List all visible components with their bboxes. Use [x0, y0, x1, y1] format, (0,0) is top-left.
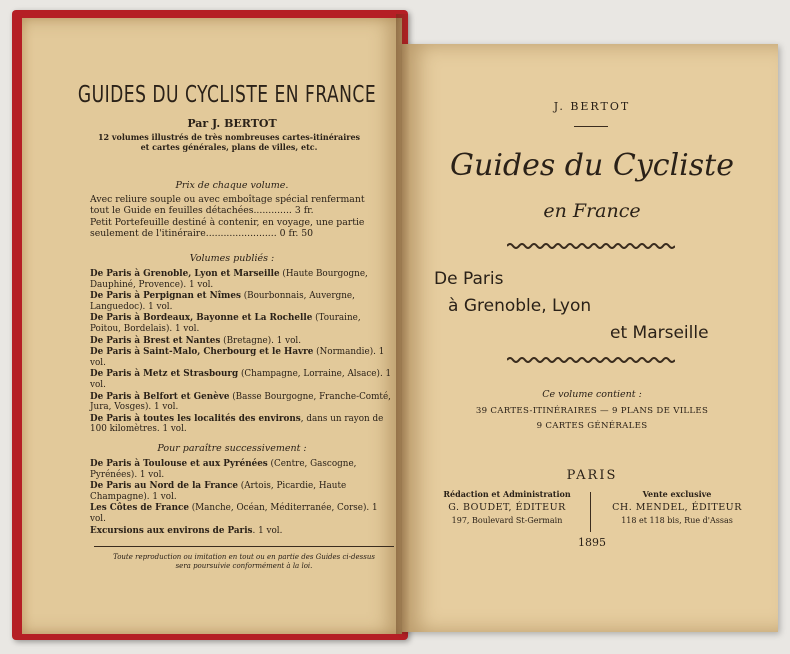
route-detail: (Bretagne). 1 vol. [220, 335, 302, 346]
route-detail: , dans un rayon de 100 kilomètres. 1 vol. [90, 413, 384, 435]
list-item [90, 392, 392, 413]
right-page [402, 44, 778, 632]
upcoming-list [90, 459, 392, 537]
list-item [90, 313, 392, 334]
left-page-title: GUIDES DU CYCLISTE EN FRANCE [77, 81, 377, 109]
left-page-subtitle [84, 132, 374, 152]
route-detail: (Normandie). 1 vol. [90, 347, 385, 368]
title-page-author: J. BERTOT [553, 100, 631, 113]
list-item [90, 269, 392, 290]
route-name: Excursions aux environs de Paris [90, 525, 253, 536]
published-list [90, 269, 392, 436]
route-name: De Paris à Perpignan et Nîmes [90, 291, 241, 302]
price-heading: Prix de chaque volume. [175, 180, 289, 191]
route-detail: (Champagne, Lorraine, Alsace). 1 vol. [90, 369, 392, 390]
route-detail: (Bourbonnais, Auvergne, Languedoc). 1 vol. [90, 291, 355, 312]
route-name: De Paris à Metz et Strasbourg [90, 369, 239, 380]
list-item [90, 369, 392, 390]
route-title [434, 266, 754, 347]
published-heading: Volumes publiés : [189, 253, 275, 264]
publication-city: PARIS [566, 468, 618, 483]
notice-line: Toute reproduction ou imitation en tout ou en partie des Guides ci-dessus [113, 553, 375, 561]
publisher-address: 197, Boulevard St-Germain [451, 516, 563, 525]
left-page-author: Par J. BERTOT [187, 117, 277, 130]
list-item [90, 481, 392, 502]
contents-heading: Ce volume contient : [542, 389, 642, 400]
list-item [90, 503, 392, 524]
route-name: De Paris à Grenoble, Lyon et Marseille [90, 269, 280, 279]
route-name: De Paris à Saint-Malo, Cherbourg et le Havre [90, 347, 314, 358]
copyright-notice [94, 553, 394, 571]
publisher-heading: Rédaction et Administration [443, 489, 571, 499]
wavy-rule [507, 242, 675, 250]
route-line: De Paris [434, 269, 504, 289]
publisher-right [592, 488, 762, 527]
list-item [90, 291, 392, 312]
publisher-left [422, 488, 592, 527]
route-line: et Marseille [610, 323, 709, 343]
price-line: Petit Portefeuille destiné à contenir, en voyage, une partie [90, 217, 365, 228]
list-item [90, 414, 392, 435]
contents-line: 9 CARTES GÉNÉRALES [536, 421, 648, 431]
route-detail: . 1 vol. [252, 525, 283, 536]
publication-year: 1895 [578, 536, 606, 549]
divider [590, 492, 591, 532]
notice-line: sera poursuivie conformément à la loi. [175, 562, 313, 570]
title-page-subtitle: en France [543, 200, 641, 222]
route-name: De Paris à Belfort et Genève [90, 391, 230, 402]
price-line: tout le Guide en feuilles détachées............. 3 fr. [90, 204, 314, 216]
route-detail: (Haute Bourgogne, Dauphiné, Provence). 1 vol. [90, 269, 368, 290]
route-name: De Paris au Nord de la France [90, 481, 238, 492]
wavy-rule [507, 356, 675, 364]
route-line: à Grenoble, Lyon [448, 296, 592, 316]
price-entry-wallet [90, 218, 390, 239]
subtitle-line: 12 volumes illustrés de très nombreuses cartes-itinéraires [97, 132, 361, 142]
price-entry-binding [90, 195, 390, 216]
publisher-name: CH. MENDEL, ÉDITEUR [612, 502, 742, 513]
publisher-heading: Vente exclusive [642, 489, 712, 499]
route-name: De Paris à toutes les localités des environs [90, 413, 301, 424]
route-detail: (Manche, Océan, Méditerranée, Corse). 1 vol. [90, 503, 378, 524]
contents-line: 39 CARTES-ITINÉRAIRES — 9 PLANS DE VILLES [475, 406, 709, 416]
list-item [90, 526, 392, 537]
route-name: Les Côtes de France [90, 503, 189, 514]
route-name: De Paris à Toulouse et aux Pyrénées [90, 459, 268, 469]
title-page-title: Guides du Cycliste [450, 148, 734, 183]
left-page [22, 18, 402, 634]
route-detail: (Artois, Picardie, Haute Champagne). 1 vol. [90, 481, 347, 502]
upcoming-heading: Pour paraître successivement : [157, 443, 307, 454]
route-detail: (Basse Bourgogne, Franche-Comté, Jura, Vosges). 1 vol. [90, 391, 391, 413]
publisher-name: G. BOUDET, ÉDITEUR [448, 502, 566, 513]
price-line: Avec reliure souple ou avec emboîtage spécial renfermant [90, 194, 365, 205]
publisher-address: 118 et 118 bis, Rue d'Assas [621, 516, 733, 525]
list-item [90, 347, 392, 368]
list-item [90, 459, 392, 480]
route-name: De Paris à Bordeaux, Bayonne et La Rochelle [90, 313, 313, 324]
book-gutter [396, 14, 410, 634]
price-line: seulement de l'itinéraire........................ 0 fr. 50 [90, 227, 314, 239]
list-item [90, 336, 392, 347]
divider [94, 546, 394, 547]
route-name: De Paris à Brest et Nantes [90, 335, 221, 346]
route-detail: (Centre, Gascogne, Pyrénées). 1 vol. [90, 459, 357, 480]
subtitle-line: et cartes générales, plans de villes, etc. [140, 142, 318, 152]
route-detail: (Touraine, Poitou, Bordelais). 1 vol. [90, 313, 361, 334]
divider [574, 126, 608, 127]
